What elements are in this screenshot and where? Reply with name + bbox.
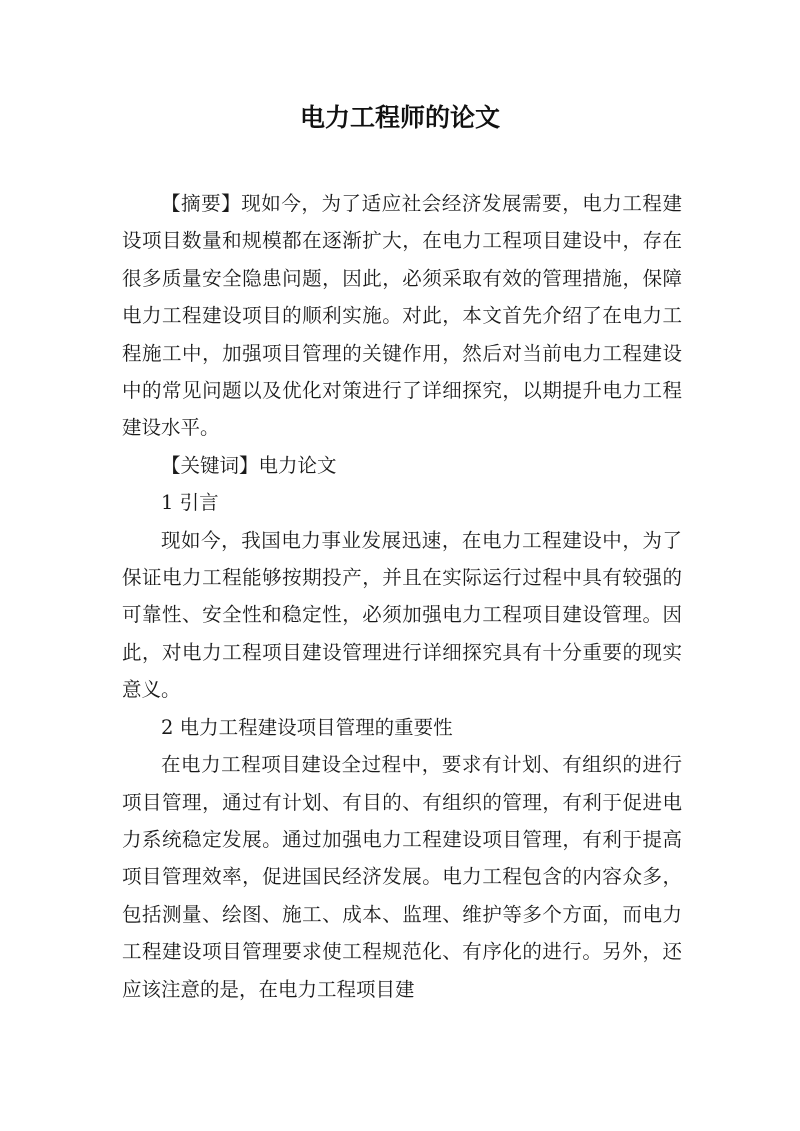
section-heading-importance: 2 电力工程建设项目管理的重要性: [161, 715, 453, 739]
section-heading-introduction: 1 引言: [161, 491, 219, 515]
introduction-paragraph: 现如今，我国电力事业发展迅速，在电力工程建设中，为了保证电力工程能够按期投产，并且在实际运行过程中具有较强的可靠性、安全性和稳定性，必须加强电力工程项目建设管理。因此，对电力工程项目建设管理进行详细探究具有十分重要的现实意义。: [122, 528, 682, 702]
importance-paragraph: 在电力工程项目建设全过程中，要求有计划、有组织的进行项目管理，通过有计划、有目的、有组织的管理，有利于促进电力系统稳定发展。通过加强电力工程建设项目管理，有利于提高项目管理效率，促进国民经济发展。电力工程包含的内容众多，包括测量、绘图、施工、成本、监理、维护等多个方面，而电力工程建设项目管理要求使工程规范化、有序化的进行。另外，还应该注意的是，在电力工程项目建: [122, 753, 682, 1001]
document-body: [122, 185, 682, 1008]
keywords-paragraph: 【关键词】电力论文: [161, 453, 337, 477]
abstract-paragraph: 【摘要】现如今，为了适应社会经济发展需要，电力工程建设项目数量和规模都在逐渐扩大，在电力工程项目建设中，存在很多质量安全隐患问题，因此，必须采取有效的管理措施，保障电力工程建设项目的顺利实施。对此，本文首先介绍了在电力工程施工中，加强项目管理的关键作用，然后对当前电力工程建设中的常见问题以及优化对策进行了详细探究，以期提升电力工程建设水平。: [122, 192, 682, 440]
document-title: 电力工程师的论文: [299, 103, 500, 132]
